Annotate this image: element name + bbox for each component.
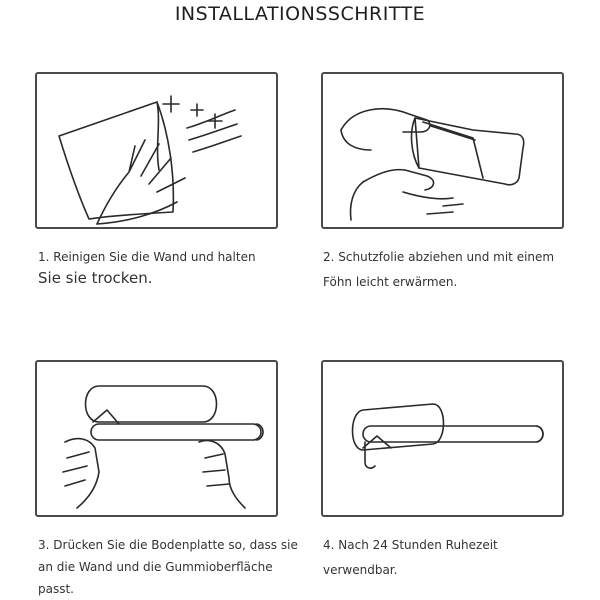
- towel-bar-icon: [91, 410, 263, 440]
- step-2-line-2: Föhn leicht erwärmen.: [323, 275, 458, 290]
- peeling-hand-icon: [341, 109, 463, 220]
- step-1-caption: [38, 249, 288, 288]
- pressing-hands-icon: [63, 439, 245, 508]
- installed-holder-icon: [363, 426, 543, 468]
- step-1-line-1: 1. Reinigen Sie die Wand und halten: [38, 250, 256, 264]
- step-3-illustration: [35, 360, 278, 517]
- step-3-caption: [38, 537, 308, 598]
- adhesive-plate-icon: [86, 386, 217, 422]
- step-1-line-2: Sie sie trocken.: [38, 269, 153, 288]
- page-title: INSTALLATIONSSCHRITTE: [174, 3, 426, 25]
- step-2-caption: [323, 249, 593, 290]
- step-1-illustration: [35, 72, 278, 229]
- step-4-illustration: [321, 360, 564, 517]
- step-2-illustration: [321, 72, 564, 229]
- step-3-line-2: an die Wand und die Gummioberfläche: [38, 560, 273, 575]
- step-4-line-2: verwendbar.: [323, 563, 398, 578]
- sparkle-icon: [163, 96, 241, 152]
- step-4-line-1: 4. Nach 24 Stunden Ruhezeit: [323, 538, 498, 552]
- step-4-caption: [323, 537, 583, 578]
- step-3-line-3: passt.: [38, 582, 74, 597]
- step-3-line-1: 3. Drücken Sie die Bodenplatte so, dass sie: [38, 538, 298, 552]
- cleaning-cloth-icon: [59, 102, 173, 219]
- step-2-line-1: 2. Schutzfolie abziehen und mit einem: [323, 250, 555, 264]
